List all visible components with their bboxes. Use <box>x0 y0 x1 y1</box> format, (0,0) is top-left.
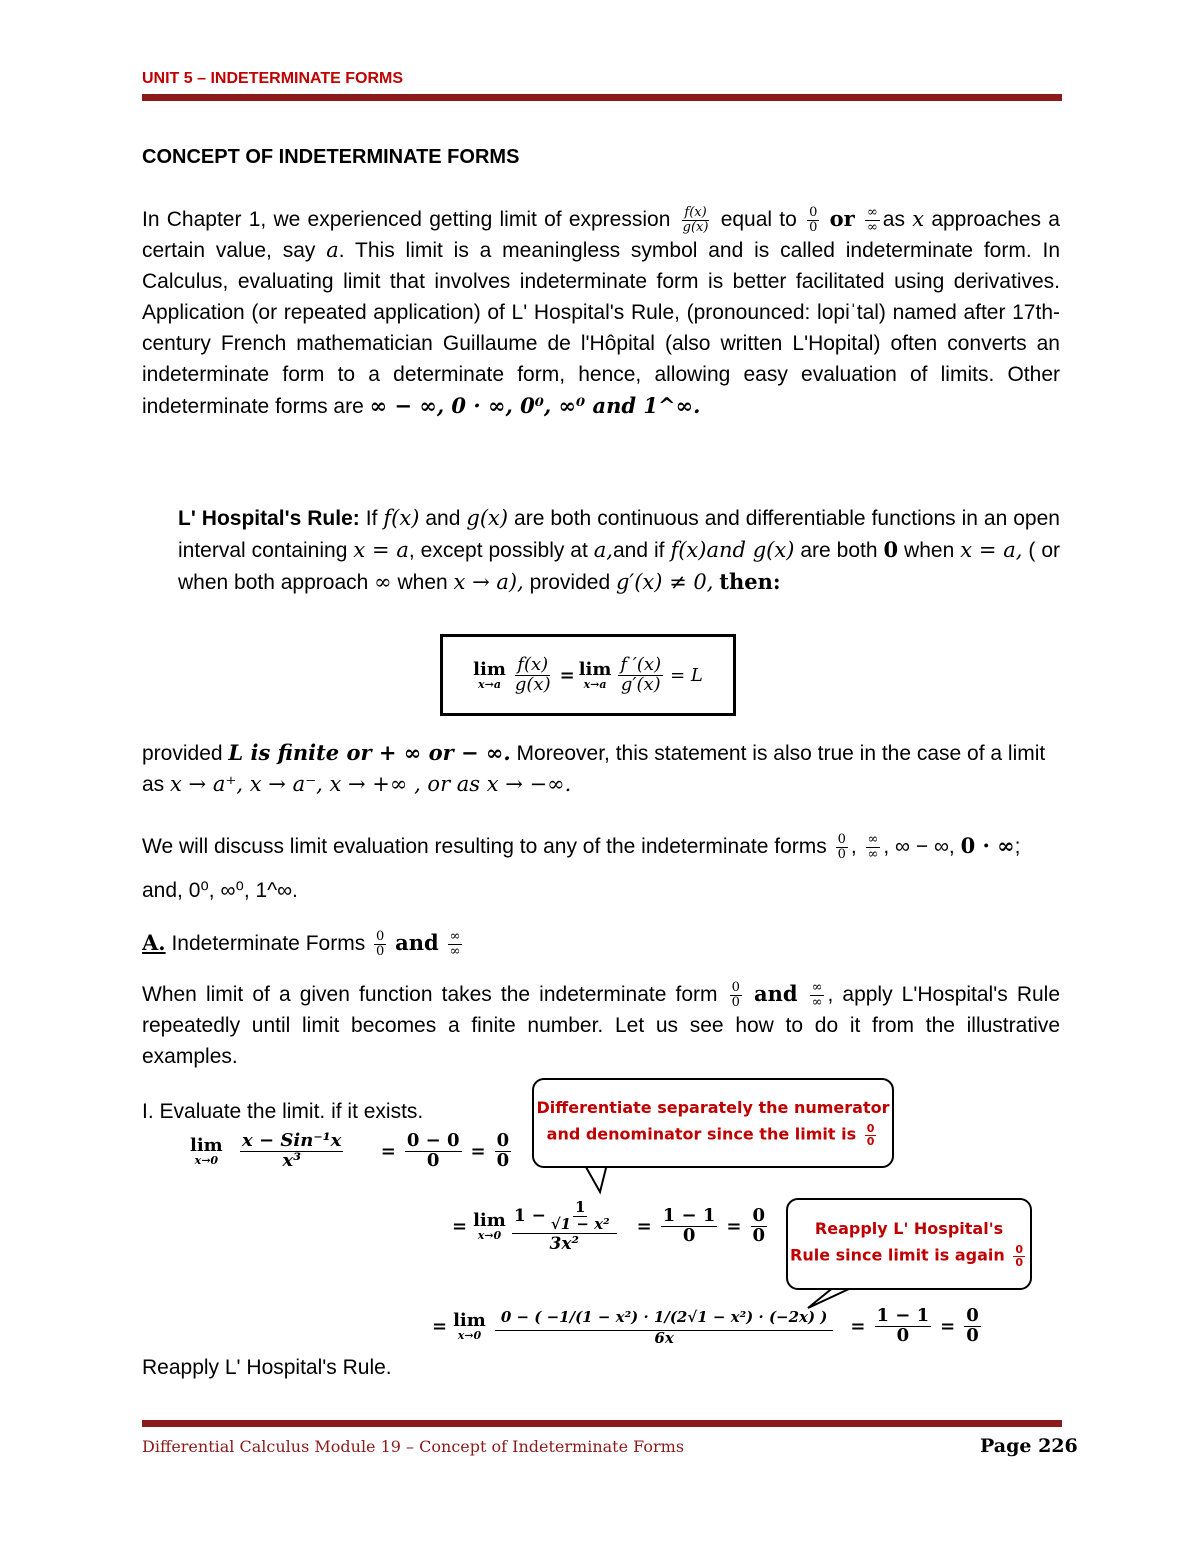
section-a-text-a: When limit of a given function takes the indeterminate form <box>142 983 718 1006</box>
step3-mid-fraction: $\frac{1 - 1}{0}$ <box>876 1304 930 1346</box>
or-word: or <box>829 206 855 231</box>
section-a-letter: A. <box>142 930 166 955</box>
step2-result-fraction: $\frac{0}{0}$ <box>752 1205 766 1247</box>
footer-rule <box>142 1420 1062 1427</box>
discuss-zero-over-zero: $\frac{0}{0}$ <box>837 832 846 862</box>
step2-fraction: 1 − $\frac{1}{\text{√1 − x²}}$ 3x² <box>512 1200 617 1254</box>
rule-text-4: and if <box>612 539 665 562</box>
intro-text-d: approaches a certain value, say <box>142 208 1060 262</box>
section-a-heading <box>142 930 465 959</box>
zero-over-zero-fraction: $\frac{0}{0}$ <box>809 205 818 235</box>
callout-1-line-1: Differentiate separately the numerator <box>536 1098 890 1118</box>
callout-1-line-2: and denominator since the limit is <box>546 1125 857 1144</box>
rule-a: a, <box>593 538 613 562</box>
var-x: x <box>912 207 925 231</box>
formula-fraction-2: $\frac{f '(x)}{g'(x)}$ <box>620 653 662 695</box>
inf-over-inf-fraction: $\frac{\infty}{\infty}$ <box>866 205 878 235</box>
var-a: a <box>326 238 339 262</box>
rule-gx: g(x) <box>466 506 509 530</box>
lim-operator-2: lim x→a <box>578 658 612 691</box>
rule-x-to-a: x → a), <box>453 570 524 594</box>
section-a-text-b: , apply L'Hospital's Rule repeatedly until limit becomes a finite number. Let us see how to do it from the illustrative examples. <box>142 983 1061 1068</box>
sa-zero-over-zero: $\frac{0}{0}$ <box>731 980 740 1010</box>
callout-reapply <box>786 1198 1032 1290</box>
provided-text-b: L is finite or + ∞ or − ∞. <box>228 740 511 765</box>
discuss-text-c: 0 · ∞ <box>960 833 1015 858</box>
intro-paragraph <box>142 203 1060 422</box>
discuss-text-a: We will discuss limit evaluation resulting to any of the indeterminate forms <box>142 835 827 858</box>
fx-over-gx-fraction: $\frac{f(x)}{g(x)}$ <box>682 205 709 235</box>
rule-and: and <box>425 507 461 530</box>
example-label: I. Evaluate the limit. if it exists. <box>142 1100 424 1123</box>
rule-text-9: provided <box>529 571 611 594</box>
lim-operator: lim x→a <box>473 658 506 691</box>
callout-1-fraction: $\frac{0}{0}$ <box>866 1122 875 1148</box>
discuss-text-d: ; and, 0⁰, ∞⁰, 1^∞. <box>142 835 1021 902</box>
section-a-title: Indeterminate Forms <box>171 932 366 955</box>
rule-x-eq-a: x = a <box>353 538 409 562</box>
discuss-text-b: , ∞ − ∞, <box>883 835 955 858</box>
discuss-paragraph: We will discuss limit evaluation resulting to any of the indeterminate forms $\frac{0}{0}$ , $\frac{\infty}{\infty}$ , ∞ − ∞, 0 · ∞; and, 0⁰, ∞⁰, 1^∞. <box>142 832 1021 902</box>
footer-module-title: Differential Calculus Module 19 – Concept of Indeterminate Forms <box>142 1437 685 1456</box>
step1-lim: lim x→0 <box>190 1134 223 1167</box>
page-number: Page 226 <box>980 1435 1078 1457</box>
other-forms: ∞ − ∞, 0 · ∞, 0⁰, ∞⁰ and 1^∞. <box>369 393 701 418</box>
step2-lim: lim x→0 <box>473 1210 506 1243</box>
rule-text-5: are both <box>800 539 878 562</box>
header-rule <box>142 94 1062 101</box>
rule-gprime: g′(x) ≠ 0, <box>615 570 714 594</box>
callout-differentiate <box>532 1078 894 1168</box>
step3-fraction: $\frac{\text{0 − ( −1/(1 − x²) · 1/(2√1 − x²) · (−2x) )}}{6x}$ <box>495 1306 834 1347</box>
rule-inf: ∞ <box>374 570 392 594</box>
section-title: CONCEPT OF INDETERMINATE FORMS <box>142 146 520 168</box>
rule-label: L' Hospital's Rule: <box>178 507 360 530</box>
provided-text-a: provided <box>142 742 223 765</box>
step2-mid-fraction: $\frac{1 - 1}{0}$ <box>662 1205 716 1247</box>
rule-text-2: are both continuous and differentiable functions in an open interval containing <box>178 507 1060 562</box>
rule-text-8: when <box>397 571 448 594</box>
provided-paragraph <box>142 737 1060 800</box>
lhospital-formula <box>440 634 736 716</box>
step3-result-fraction: $\frac{0}{0}$ <box>966 1304 979 1346</box>
rule-x-eq-a2: x = a, <box>960 538 1023 562</box>
discuss-inf-over-inf: $\frac{\infty}{\infty}$ <box>867 832 879 862</box>
heading-and: and <box>395 930 439 955</box>
step3-lim: lim x→0 <box>453 1309 486 1342</box>
rule-fx-and-gx: f(x)and g(x) <box>670 538 795 562</box>
rule-then: then: <box>719 569 781 594</box>
step1-fraction: $\frac{\text{x − Sin⁻¹x}}{\text{x³}}$ <box>242 1130 342 1171</box>
example-step-2: = lim x→0 1 − $\frac{1}{\text{√1 − x²}}$ 3x² = $\frac{1 - 1}{0}$ = $\frac{0}{0}$ <box>452 1198 766 1254</box>
rule-fx: f(x) <box>383 506 420 530</box>
formula-fraction-1: $\frac{f(x)}{g(x)}$ <box>514 653 551 695</box>
callout-2-line-1: Reapply L' Hospital's <box>814 1219 1004 1239</box>
callout-2-line-2: Rule since limit is again <box>790 1246 1005 1265</box>
provided-text-c: Moreover, this statement is also true in the case of a limit as <box>142 742 1046 796</box>
sa-inf-over-inf: $\frac{\infty}{\infty}$ <box>811 980 823 1010</box>
rule-paragraph <box>178 503 1060 598</box>
rule-text-1: If <box>365 507 378 530</box>
step1-mid-fraction: $\frac{0 - 0}{0}$ <box>406 1130 460 1171</box>
rule-text-7: ( or when both approach <box>178 539 1060 594</box>
heading-inf-over-inf: $\frac{\infty}{\infty}$ <box>449 929 461 959</box>
example-step-3: = lim x→0 $\frac{\text{0 − ( −1/(1 − x²) · 1/(2√1 − x²) · (−2x) )}}{6x}$ = $\frac{1 - 1}{0}$ = $\frac{0}{0}$ <box>432 1304 979 1347</box>
rule-text-3: , except possibly at <box>408 539 588 562</box>
intro-text-e: . This limit is a meaningless symbol and is called indeterminate form. In Calculus, evaluating limit that involves indeterminate form is better facilitated using derivatives. Application (or repeated application) of L' Hospital's Rule, (pronounced: lopiˈtal) named after 17th-century French mathematician Guillaume de l'Hôpital (also written L'Hopital) often converts an indeterminate form to a determinate form, hence, allowing easy evaluation of limits. Other indeterminate forms are <box>142 239 1061 418</box>
example-step-1: lim x→0 $\frac{\text{x − Sin⁻¹x}}{\text{x³}}$ = $\frac{0 - 0}{0}$ = $\frac{0}{0}$ <box>190 1130 510 1171</box>
unit-title: UNIT 5 – INDETERMINATE FORMS <box>142 70 404 87</box>
rule-zero: 0 <box>883 537 899 562</box>
provided-text-d: x → a⁺, x → a⁻, x → +∞ , or as x → −∞. <box>170 772 572 796</box>
intro-text-a: In Chapter 1, we experienced getting limit of expression <box>142 208 671 231</box>
formula-result: = L <box>670 664 703 686</box>
sa-and: and <box>753 981 798 1006</box>
rule-text-6: when <box>904 539 955 562</box>
heading-zero-over-zero: $\frac{0}{0}$ <box>376 929 385 959</box>
formula-equals: = <box>559 664 575 686</box>
callout-2-fraction: $\frac{0}{0}$ <box>1015 1243 1023 1269</box>
reapply-label: Reapply L' Hospital's Rule. <box>142 1356 392 1379</box>
intro-text-c: as <box>882 208 905 231</box>
intro-text-b: equal to <box>720 208 797 231</box>
step1-result-fraction: $\frac{0}{0}$ <box>496 1130 510 1171</box>
section-a-paragraph <box>142 978 1060 1072</box>
